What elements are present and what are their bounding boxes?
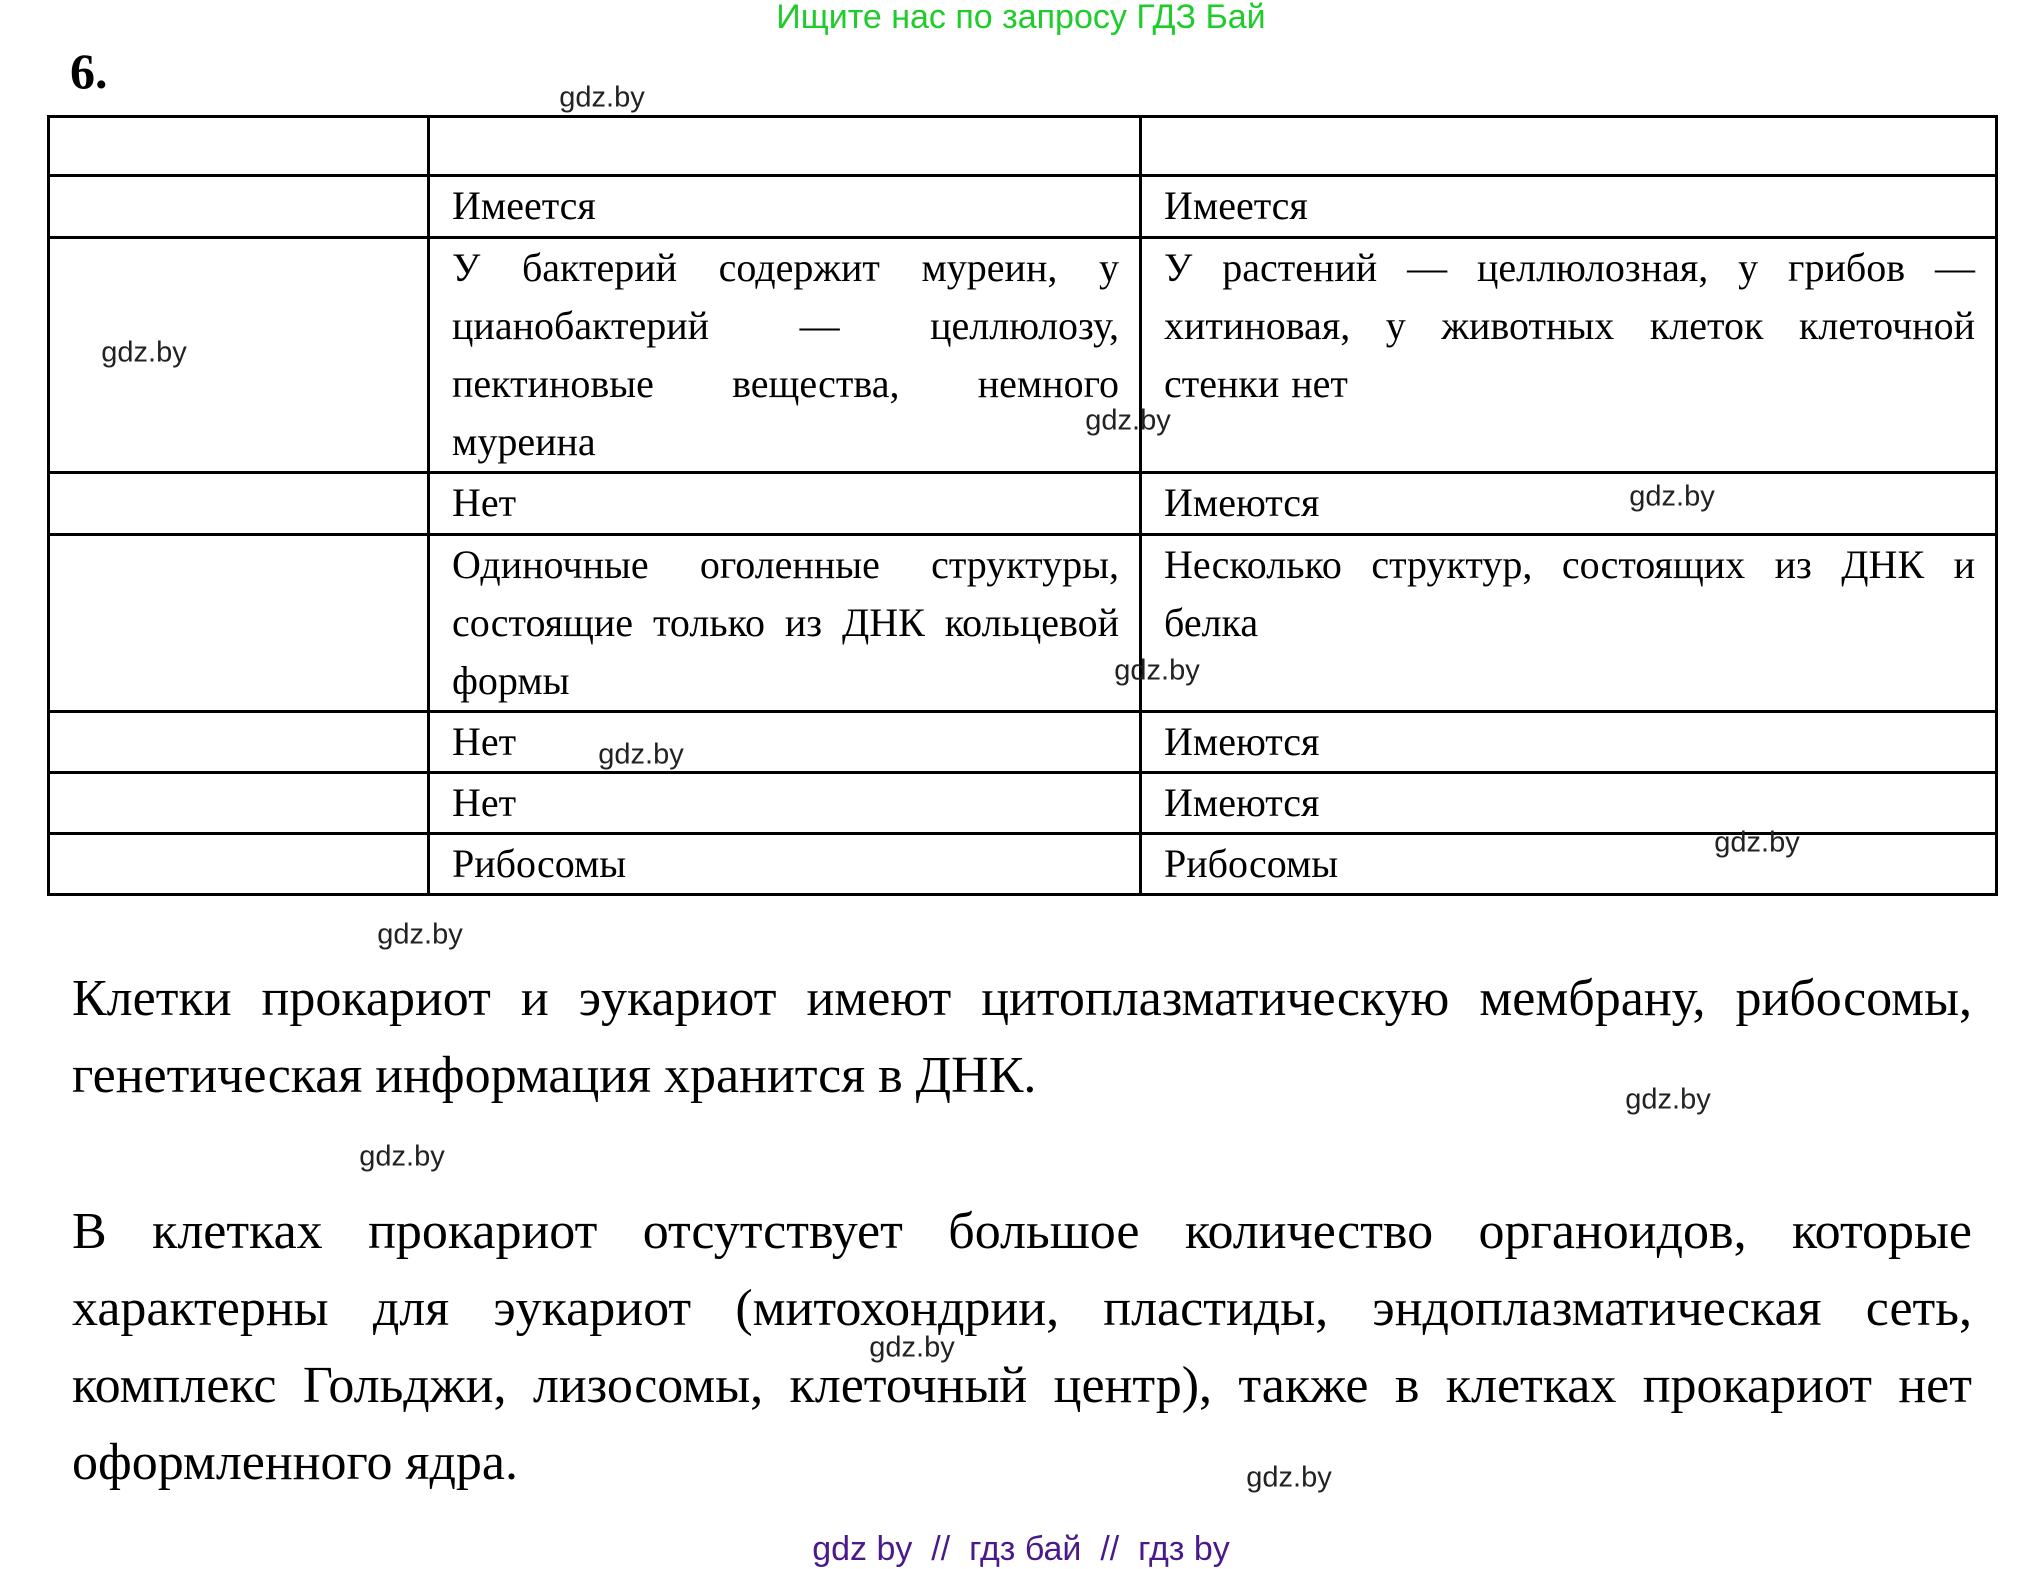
promo-banner: Ищите нас по запросу ГДЗ Бай — [776, 0, 1266, 36]
cell-prokaryotes: Нет — [429, 773, 1141, 834]
cell-eukaryotes: Имеются — [1141, 473, 1997, 535]
task-number: 6. — [70, 43, 108, 99]
cell-feature — [49, 176, 429, 238]
cell-prokaryotes: Одиночные оголенные структуры, состоящие только из ДНК кольцевой формы — [429, 535, 1141, 712]
watermark: gdz.by — [559, 81, 645, 114]
cell-prokaryotes: Нет — [429, 473, 1141, 535]
watermark: gdz.by — [359, 1140, 445, 1173]
cell-prokaryotes: У бактерий содержит муреин, у цианобактерий — целлюлозу, пектиновые вещества, немного муреина — [429, 238, 1141, 473]
paragraph-differences: В клетках прокариот отсутствует большое количество органоидов, которые характерны для эукариот (митохондрии, пластиды, эндоплазматическая сеть, комплекс Гольджи, лизосомы, клеточный центр), также в клетках прокариот нет оформленного ядра. — [72, 1203, 1972, 1491]
footer-links: gdz by // гдз бай // гдз by — [812, 1530, 1230, 1568]
watermark: gdz.by — [1085, 404, 1171, 437]
watermark: gdz.by — [1246, 1461, 1332, 1494]
cell-feature — [49, 473, 429, 535]
watermark: gdz.by — [377, 918, 463, 951]
cell-eukaryotes: Имеются — [1141, 773, 1997, 834]
watermark: gdz.by — [598, 738, 684, 771]
header-cell-prokaryotes — [429, 117, 1141, 176]
table-row — [49, 176, 1997, 238]
table-row — [49, 535, 1997, 712]
watermark: gdz.by — [1714, 826, 1800, 859]
cell-prokaryotes: Рибосомы — [429, 834, 1141, 895]
cell-feature — [49, 535, 429, 712]
table-row — [49, 773, 1997, 834]
watermark: gdz.by — [1625, 1083, 1711, 1116]
cell-eukaryotes: Имеются — [1141, 712, 1997, 773]
header-cell-eukaryotes — [1141, 117, 1997, 176]
paragraph-similarities: Клетки прокариот и эукариот имеют цитоплазматическую мембрану, рибосомы, генетическая информация хранится в ДНК. — [72, 970, 1972, 1104]
cell-feature — [49, 712, 429, 773]
watermark: gdz.by — [869, 1331, 955, 1364]
cell-eukaryotes: Рибосомы — [1141, 834, 1997, 895]
cell-feature — [49, 773, 429, 834]
header-cell-feature — [49, 117, 429, 176]
table-row — [49, 712, 1997, 773]
cell-eukaryotes: У растений — целлюлозная, у грибов — хитиновая, у животных клеток клеточной стенки нет — [1141, 238, 1997, 473]
watermark: gdz.by — [1629, 480, 1715, 513]
watermark: gdz.by — [101, 336, 187, 369]
cell-feature — [49, 834, 429, 895]
table-row — [49, 238, 1997, 473]
watermark: gdz.by — [1114, 654, 1200, 687]
cell-prokaryotes: Нет — [429, 712, 1141, 773]
cell-prokaryotes: Имеется — [429, 176, 1141, 238]
table-header-row — [49, 117, 1997, 176]
cell-eukaryotes: Имеется — [1141, 176, 1997, 238]
cell-eukaryotes: Несколько структур, состоящих из ДНК и белка — [1141, 535, 1997, 712]
table-row — [49, 834, 1997, 895]
